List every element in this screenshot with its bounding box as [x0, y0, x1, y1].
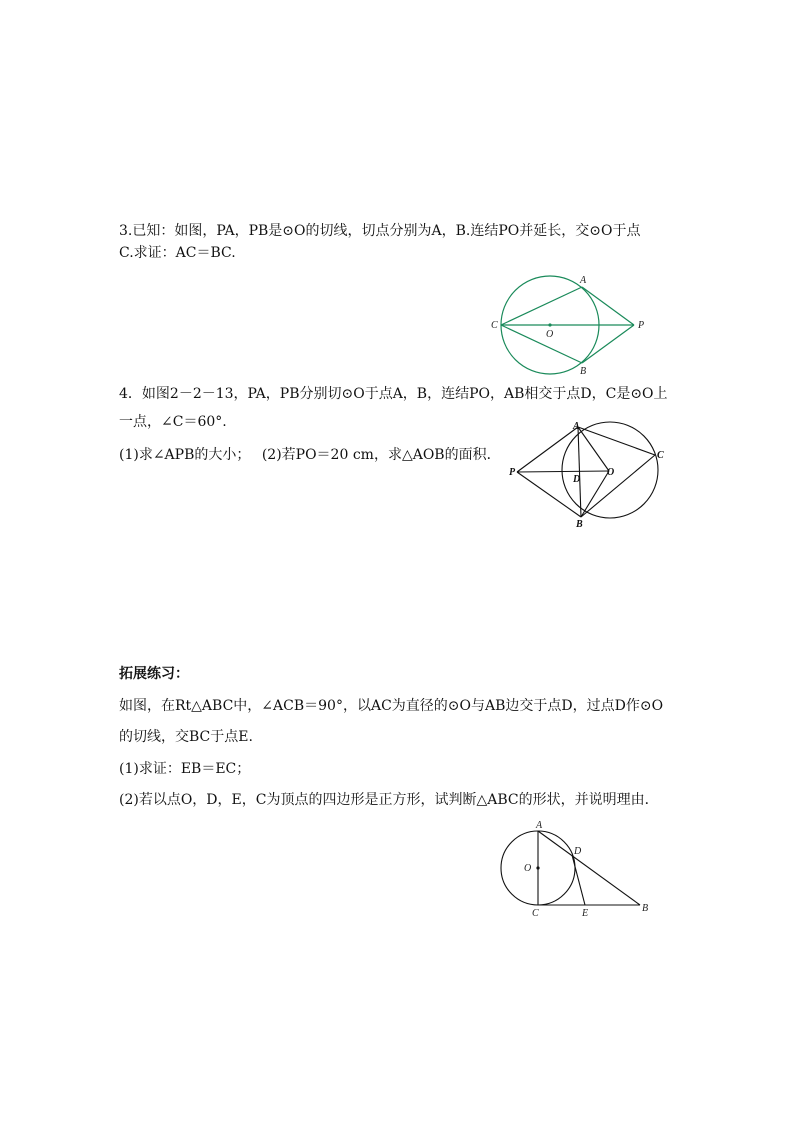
problem4-label-o: O [607, 467, 615, 478]
extension-heading: 拓展练习： [119, 666, 189, 682]
problem4-segment-ac [578, 427, 655, 455]
problem3-text-line2: C.求证：AC＝BC. [119, 245, 236, 261]
extension-label-b: B [642, 903, 649, 914]
problem4-label-d: D [573, 474, 581, 485]
problem4-segment-pa [517, 427, 578, 472]
problem4-label-a: A [573, 421, 580, 432]
problem3-segment-ap [582, 287, 634, 325]
problem4-segment-po [517, 471, 609, 472]
extension-label-d: D [574, 846, 582, 857]
extension-text-line2: 的切线，交BC于点E. [119, 729, 253, 745]
problem4-text-line2: 一点，∠C＝60°. [119, 414, 227, 430]
problem4-segment-bo [581, 471, 609, 517]
problem4-text-line1: 4．如图2－2－13，PA，PB分别切⊙O于点A，B，连结PO，AB相交于点D，C是⊙O上 [119, 386, 668, 402]
extension-label-o: O [524, 863, 532, 874]
extension-text-line1: 如图，在Rt△ABC中，∠ACB＝90°，以AC为直径的⊙O与AB边交于点D，过点D作⊙O [119, 698, 664, 714]
problem4-figure [505, 415, 675, 530]
extension-label-e: E [582, 908, 589, 919]
problem4-label-c: C [657, 450, 664, 461]
extension-label-c: C [532, 908, 539, 919]
extension-segment-de [572, 855, 585, 905]
problem4-text-line3: (1)求∠APB的大小； (2)若PO＝20 cm，求△AOB的面积． [119, 447, 501, 463]
problem4-segment-pb [517, 472, 581, 517]
problem3-label-o: O [546, 329, 554, 340]
problem3-label-a: A [580, 275, 587, 286]
problem3-figure [484, 270, 664, 380]
extension-text-line3: (1)求证：EB＝EC； [119, 761, 251, 777]
extension-label-a: A [536, 820, 543, 831]
problem3-label-b: B [580, 366, 587, 377]
problem3-center-dot [548, 323, 551, 326]
extension-segment-ab [538, 831, 640, 905]
problem4-label-b: B [576, 519, 583, 530]
problem4-segment-ab [578, 427, 581, 517]
extension-figure [495, 818, 665, 923]
problem4-label-p: P [509, 467, 516, 478]
problem4-segment-bc [581, 455, 655, 517]
extension-text-line4: (2)若以点O，D，E，C为顶点的四边形是正方形，试判断△ABC的形状，并说明理由． [119, 792, 659, 808]
problem3-label-c: C [491, 320, 498, 331]
problem3-text-line1: 3.已知：如图，PA，PB是⊙O的切线，切点分别为A，B.连结PO并延长，交⊙O于点 [119, 223, 641, 239]
problem4-segment-ao [578, 427, 609, 471]
problem3-label-p: P [638, 320, 645, 331]
extension-center-dot [536, 866, 539, 869]
problem3-segment-bp [582, 325, 634, 363]
